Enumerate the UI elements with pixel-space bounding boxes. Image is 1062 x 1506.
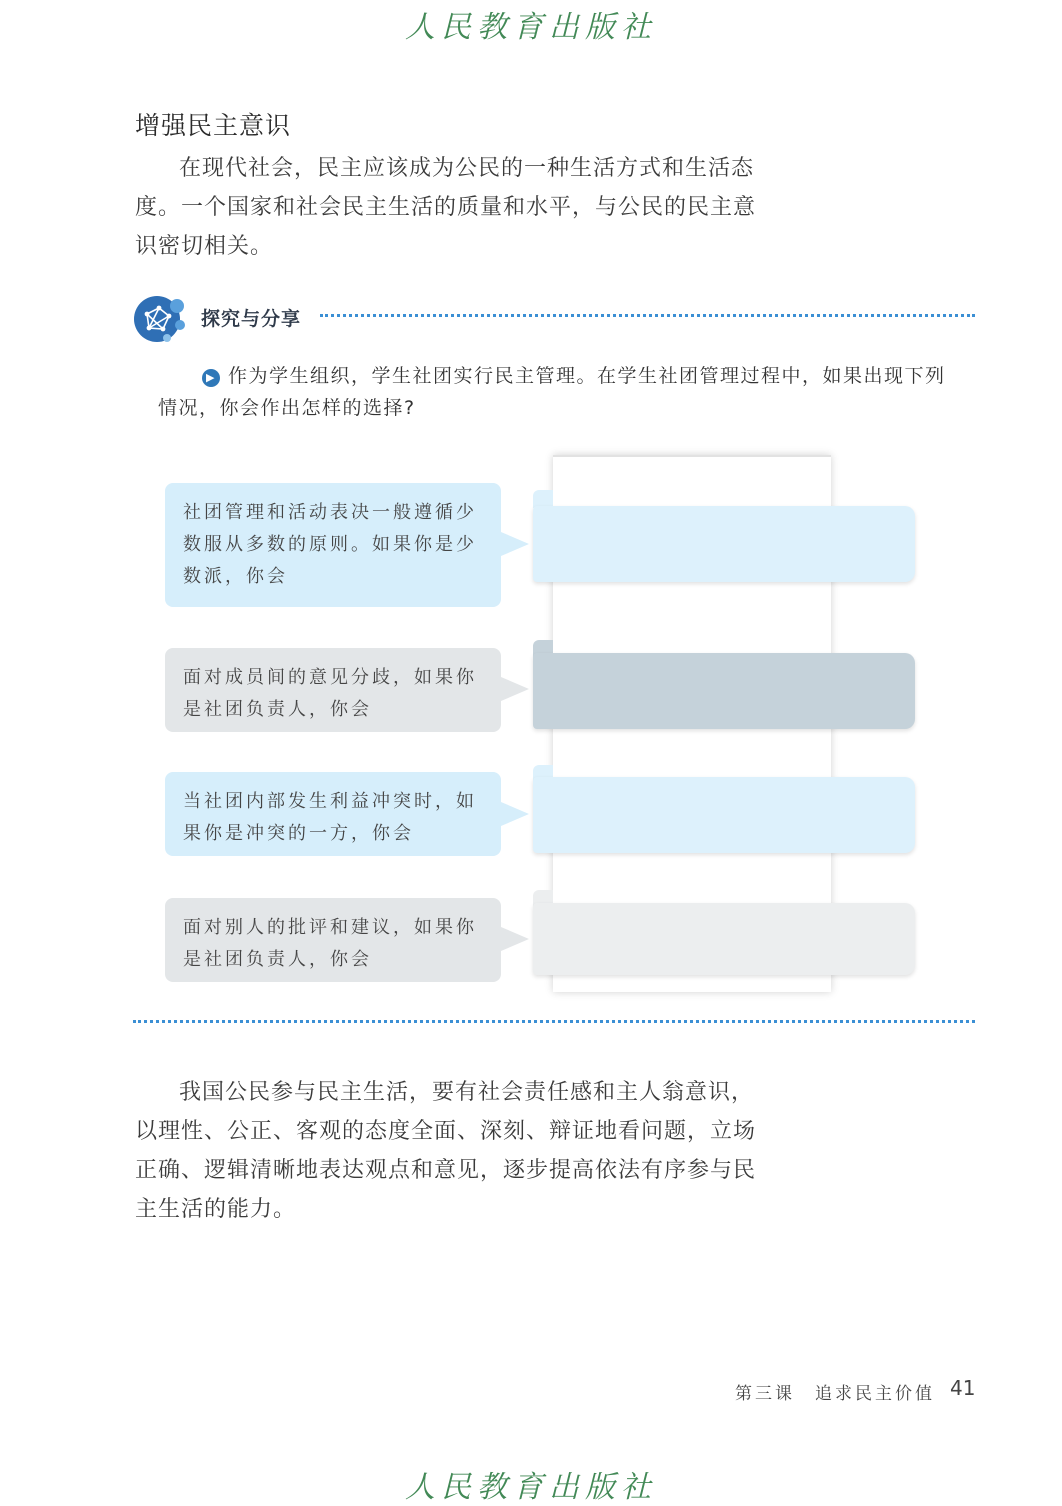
explore-title: 探究与分享: [201, 308, 302, 330]
right-arrow-icon: [501, 927, 529, 951]
dotted-divider-top: [320, 314, 975, 317]
answer-band: [533, 506, 915, 582]
answer-band: [533, 903, 915, 975]
answer-band: [533, 777, 915, 853]
molecule-icon: [133, 292, 187, 344]
right-arrow-icon: [501, 677, 529, 701]
section-title: 增强民主意识: [135, 111, 292, 140]
dotted-divider-bottom: [133, 1020, 975, 1023]
scenario-card: [165, 483, 501, 607]
intro-paragraph: 在现代社会，民主应该成为公民的一种生活方式和生活态度。一个国家和社会民主生活的质量和水平，与公民的民主意识密切相关。: [135, 156, 757, 259]
scenario-card: [165, 898, 501, 982]
lesson-title: 第三课 追求民主价值: [735, 1384, 935, 1404]
explore-question: [158, 360, 958, 424]
scenario-card: [165, 648, 501, 732]
explore-share-header: [133, 292, 975, 344]
arrow-bullet-icon: ▶: [202, 369, 220, 387]
scenario-text: 面对成员间的意见分歧，如果你是社团负责人，你会: [183, 667, 477, 720]
right-arrow-icon: [501, 532, 529, 556]
page-number: 41: [950, 1376, 976, 1400]
scenario-text: 当社团内部发生利益冲突时，如果你是冲突的一方，你会: [183, 791, 477, 844]
scenario-text: 社团管理和活动表决一般遵循少数服从多数的原则。如果你是少数派，你会: [183, 502, 477, 587]
right-arrow-icon: [501, 802, 529, 826]
publisher-watermark-top: 人民教育出版社: [405, 10, 657, 45]
publisher-watermark-bottom: 人民教育出版社: [405, 1470, 657, 1505]
closing-paragraph: 我国公民参与民主生活，要有社会责任感和主人翁意识，以理性、公正、客观的态度全面、深刻、辩证地看问题，立场正确、逻辑清晰地表达观点和意见，逐步提高依法有序参与民主生活的能力。: [135, 1080, 757, 1222]
scenario-card: [165, 772, 501, 856]
scenario-text: 面对别人的批评和建议，如果你是社团负责人，你会: [183, 917, 477, 970]
answer-band: [533, 653, 915, 729]
question-text: 作为学生组织，学生社团实行民主管理。在学生社团管理过程中，如果出现下列情况，你会作出怎样的选择?: [158, 365, 946, 419]
